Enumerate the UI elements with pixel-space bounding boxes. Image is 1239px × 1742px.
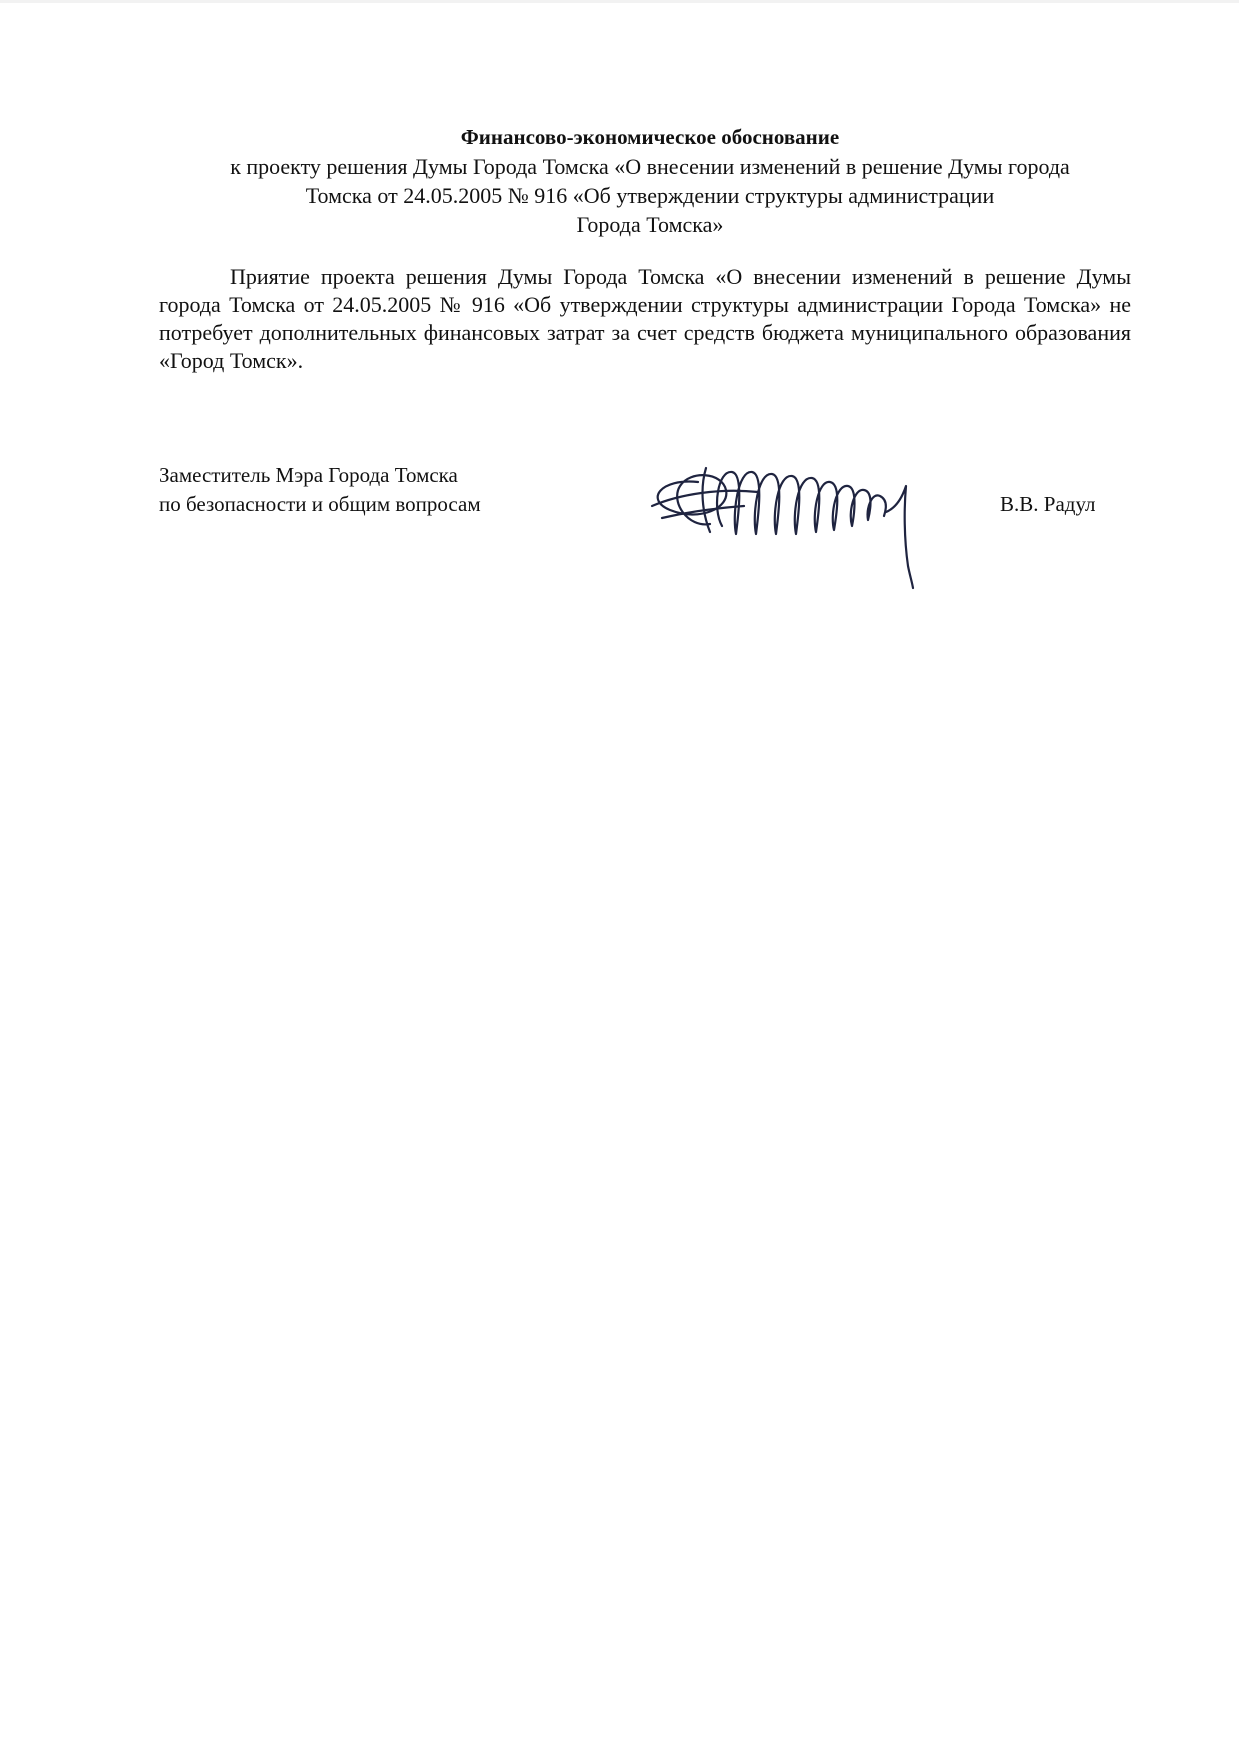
document-title: Финансово-экономическое обоснование [460, 125, 840, 149]
scan-edge [0, 0, 1239, 3]
signer-position-line-2: по безопасности и общим вопросам [159, 492, 481, 516]
signer-position [159, 461, 481, 519]
subtitle-line-2: Томска от 24.05.2005 № 916 «Об утверждении структуры администрации [305, 183, 995, 208]
body-paragraph: Приятие проекта решения Думы Города Томска «О внесении изменений в решение Думы города Томска от 24.05.2005 № 916 «Об утверждении структуры администрации Города Томска» не потребует дополнительных финансовых затрат за счет средств бюджета муниципального образования «Город Томск». [159, 264, 1131, 373]
subtitle-line-1: к проекту решения Думы Города Томска «О внесении изменений в решение Думы города [230, 154, 1070, 179]
title-block [140, 122, 1160, 239]
handwritten-signature [640, 448, 970, 600]
signer-name: В.В. Радул [1000, 492, 1096, 516]
subtitle-line-3: Города Томска» [576, 212, 724, 237]
signer-position-line-1: Заместитель Мэра Города Томска [159, 463, 458, 487]
